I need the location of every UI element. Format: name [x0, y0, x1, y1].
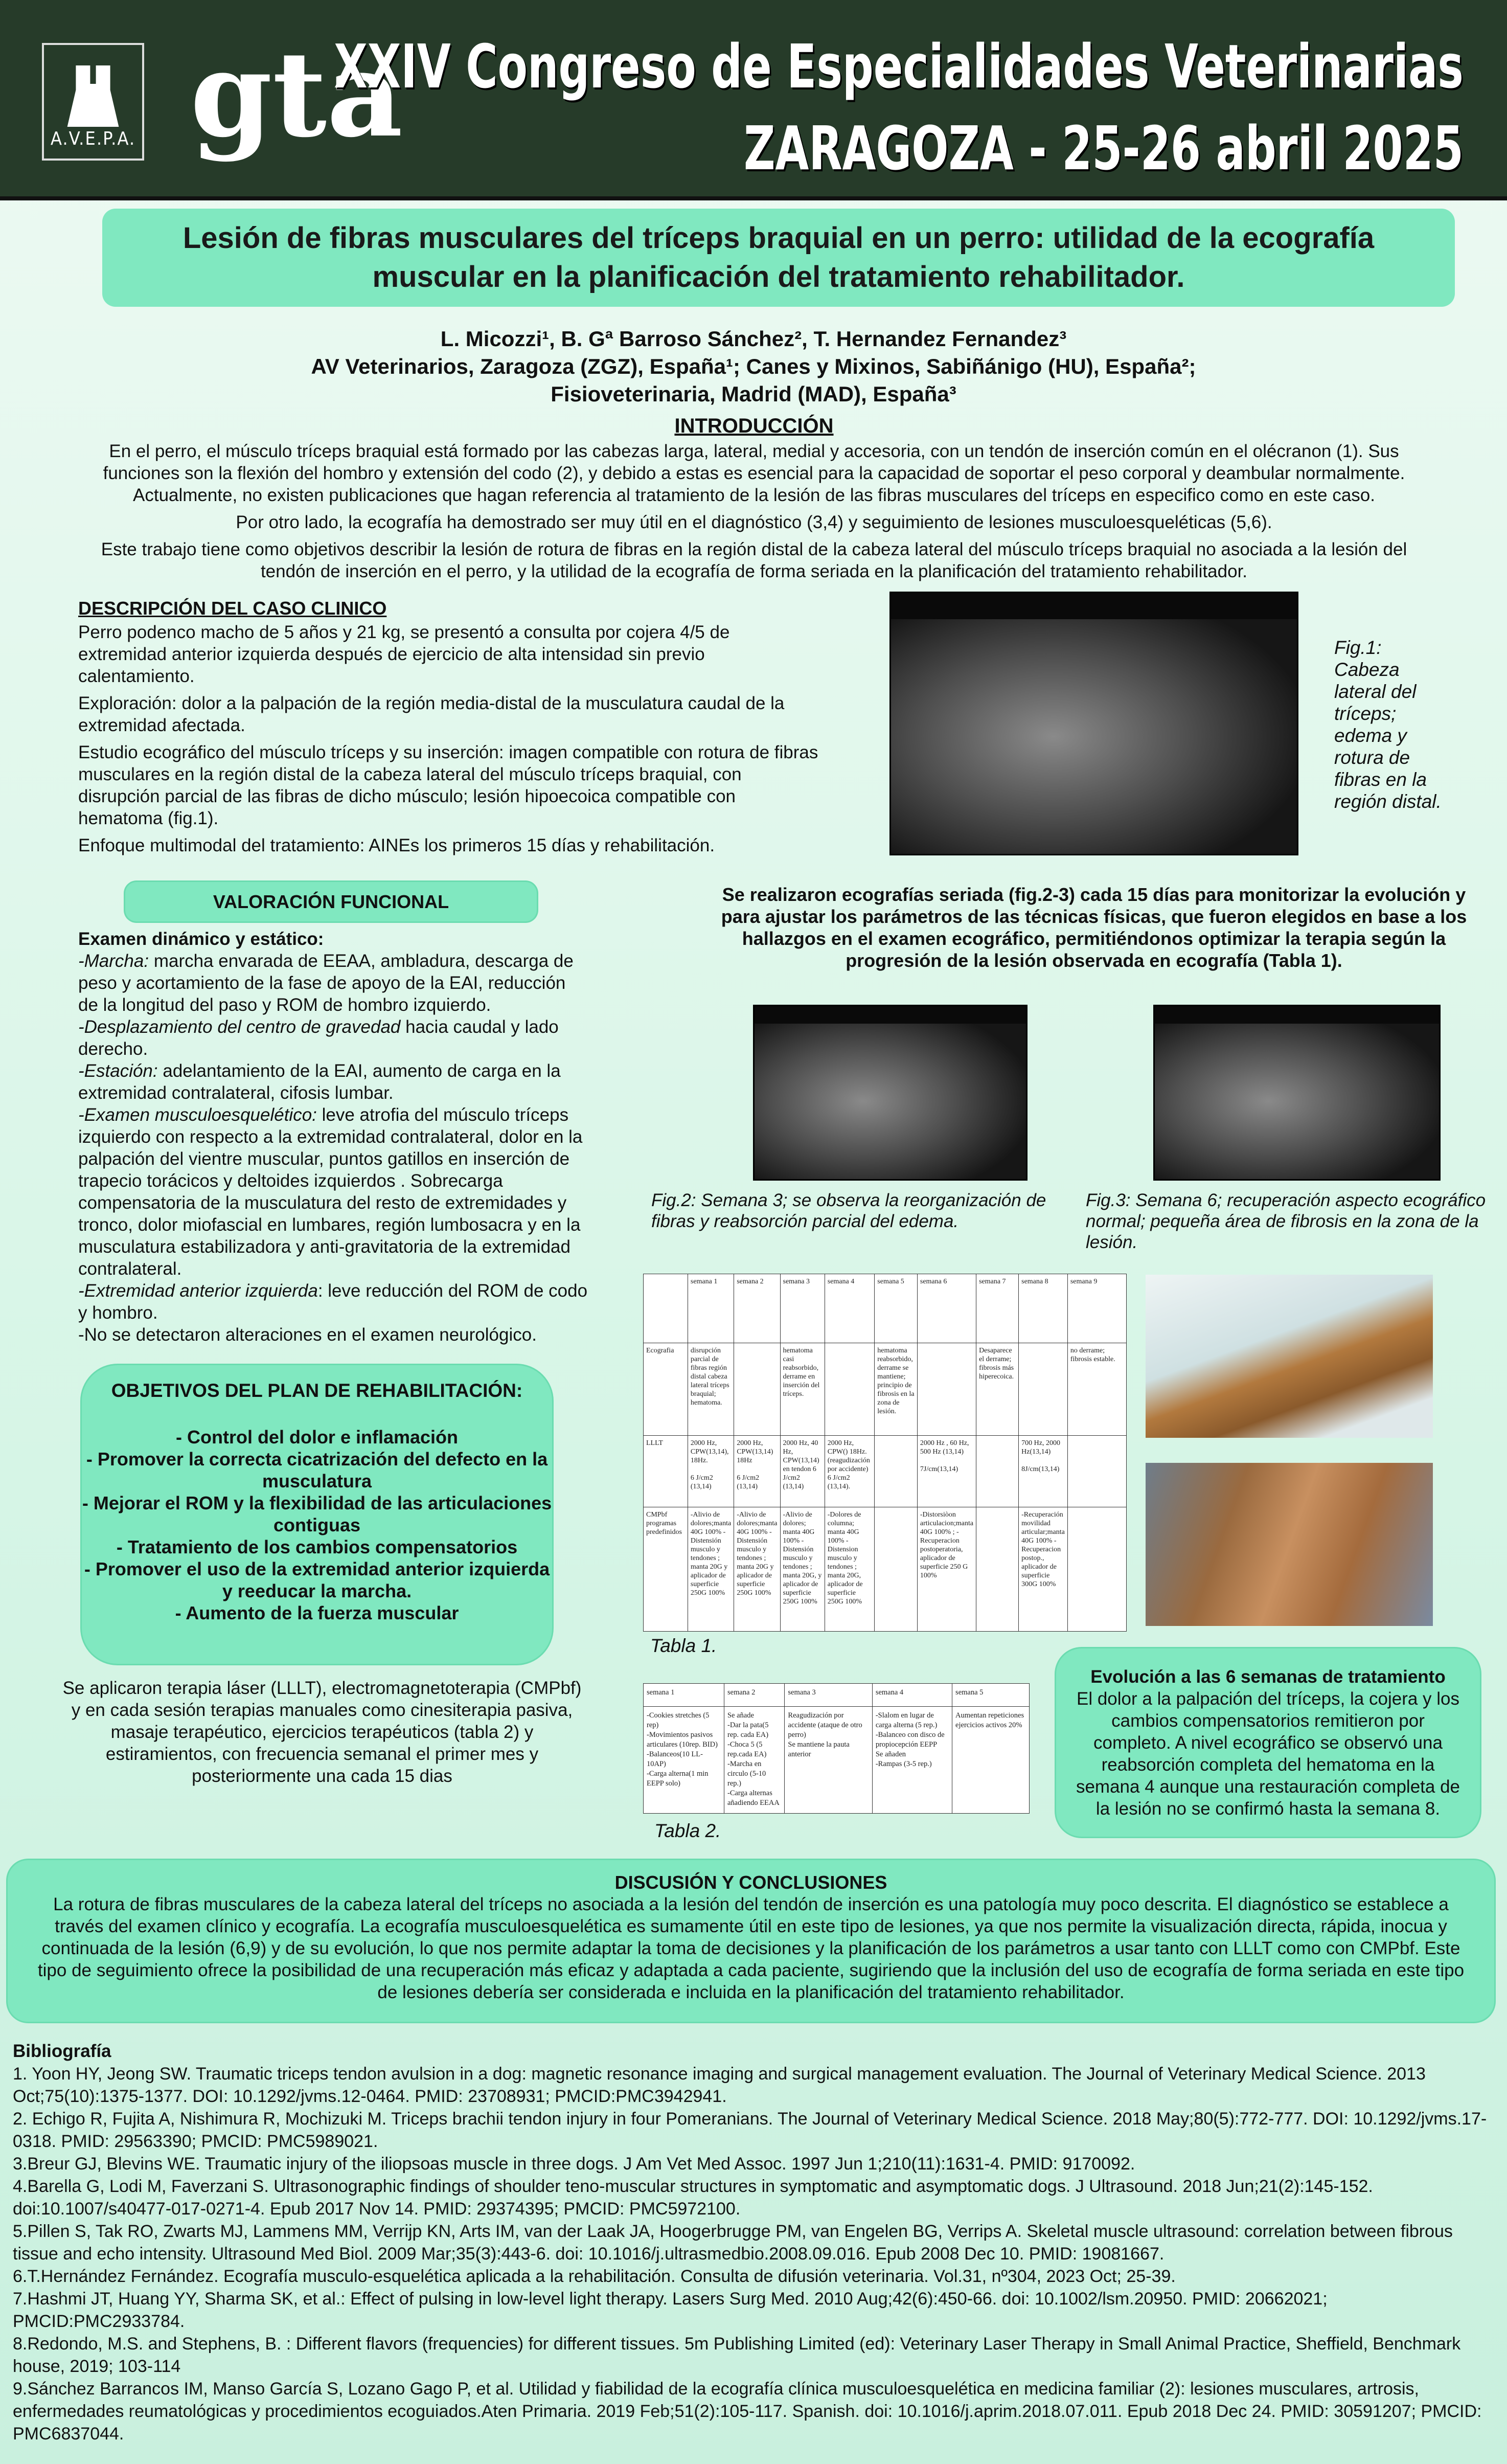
table-cell: -Slalom en lugar de carga alterna (5 rep.) -Balanceo con disco de propiocepción EEPP Se añaden -Rampas (3-5 rep.)	[872, 1707, 952, 1814]
valoracion-item-label: -Marcha:	[78, 951, 149, 971]
objetivo-item: - Aumento de la fuerza muscular	[175, 1602, 459, 1623]
table-cell: -Alivio de dolores; manta 40G 100% -Distensión musculo y tendones ; manta 20G, y aplicador de superficie 250G 100%	[780, 1507, 825, 1631]
table-header-cell: semana 5	[875, 1274, 918, 1343]
bibliography-heading: Bibliografía	[13, 2041, 111, 2061]
reference-item: 7.Hashmi JT, Huang YY, Sharma SK, et al.: Effect of pulsing in low-level light therapy. Lasers Surg Med. 2010 Aug;42(6):450-66. doi: 10.1002/lsm.20950. PMID: 20662021; PMCID:PMC2933784.	[13, 2289, 1328, 2331]
intro-paragraph: Por otro lado, la ecografía ha demostrado ser muy útil en el diagnóstico (3,4) y seguimiento de lesiones musculoesqueléticas (5,6).	[236, 512, 1272, 532]
table-cell: disrupción parcial de fibras región distal cabeza lateral tríceps braquial; hematoma.	[688, 1343, 734, 1436]
table-cell	[875, 1507, 918, 1631]
affiliation-2: Fisioveterinaria, Madrid (MAD), España³	[551, 382, 956, 406]
valoracion-item-text: leve atrofia del músculo tríceps izquierdo con respecto a la extremidad contralateral, dolor en la palpación del vientre muscular, puntos gatillos en inserción de trapecio torácicos y deltoides izquierdos . Sobrecarga compensatoria de la musculatura del resto de extremidades y tronco, dolor miofascial en lumbares, región lumbosacra y en la musculatura estabilizadora y anti-gravitatoria de la extremidad contralateral.	[78, 1105, 583, 1279]
table-cell	[734, 1343, 780, 1436]
table-cell	[875, 1436, 918, 1507]
table-cell: Ecografia	[644, 1343, 688, 1436]
table-1	[643, 1274, 1127, 1632]
case-paragraph: Enfoque multimodal del tratamiento: AINEs los primeros 15 días y rehabilitación.	[78, 835, 715, 855]
valoracion-text	[78, 928, 589, 1346]
valoracion-item-label: -Examen musculoesquelético:	[78, 1105, 317, 1125]
congress-place-date: ZARAGOZA - 25-26 abril 2025	[744, 113, 1464, 184]
reference-item: 8.Redondo, M.S. and Stephens, B. : Different flavors (frequencies) for different tissues. 5m Publishing Limited (ed): Veterinary Laser Therapy in Small Animal Practice, Sheffield, Benchmark house, 2019; 103-114	[13, 2334, 1461, 2376]
table-header-cell: semana 1	[688, 1274, 734, 1343]
congress-name: XXIV Congreso de Especialidades Veterinarias	[334, 31, 1464, 102]
table-cell: Desaparece el derrame; fibrosis más hiperecoica.	[976, 1343, 1019, 1436]
table-cell: Reagudización por accidente (ataque de otro perro) Se mantiene la pauta anterior	[785, 1707, 872, 1814]
reference-item: 1. Yoon HY, Jeong SW. Traumatic triceps tendon avulsion in a dog: magnetic resonance imaging and surgical management evaluation. The Journal of Veterinary Medical Science. 2013 Oct;75(10):1375-1377. DOI: 10.1292/jvms.12-0464. PMID: 23708931; PMCID:PMC3942941.	[13, 2064, 1426, 2106]
valoracion-item-text: hacia caudal y lado derecho.	[78, 1017, 559, 1059]
objetivo-item: - Control del dolor e inflamación	[175, 1427, 459, 1448]
congress-header	[0, 0, 1507, 200]
fig1-caption: Fig.1: Cabeza lateral del tríceps; edema y rotura de fibras en la región distal.	[1334, 637, 1442, 812]
table-header-cell: semana 8	[1019, 1274, 1068, 1343]
table-header-cell: semana 5	[952, 1684, 1030, 1707]
valoracion-item-text: adelantamiento de la EAI, aumento de carga en la extremidad contralateral, cifosis lumbar.	[78, 1061, 561, 1103]
objetivos-box	[82, 1365, 552, 1664]
ultrasound-image-fig2	[753, 1005, 1028, 1181]
table-2	[643, 1683, 1030, 1814]
case-heading: DESCRIPCIÓN DEL CASO CLINICO	[78, 598, 387, 619]
table-cell: -Alivio de dolores;manta 40G 100% -Distensión musculo y tendones ; manta 20G y aplicador de superficie 250G 100%	[688, 1507, 734, 1631]
table-row	[644, 1707, 1030, 1814]
table-cell: -Alivio de dolores;manta 40G 100% -Distensión musculo y tendones ; manta 20G y aplicador de superficie 250G 100%	[734, 1507, 780, 1631]
affiliation-1: AV Veterinarios, Zaragoza (ZGZ), España¹; Canes y Mixinos, Sabiñánigo (HU), España²;	[311, 354, 1196, 378]
table-cell	[1067, 1436, 1126, 1507]
table-cell: 2000 Hz, CPW() 18Hz. (reagudización por accidente) 6 J/cm2 (13,14).	[825, 1436, 875, 1507]
reference-item: 5.Pillen S, Tak RO, Zwarts MJ, Lammens MM, Verrijp KN, Arts IM, van der Laak JA, Hoogerbrugge PM, van Engelen BG, Verrips A. Skeletal muscle ultrasound: correlation between fibrous tissue and echo intensity. Ultrasound Med Biol. 2009 Mar;35(3):443-6. doi: 10.1016/j.ultrasmedbio.2008.09.016. Epub 2008 Dec 10. PMID: 19081667.	[13, 2222, 1453, 2264]
evolucion-text: El dolor a la palpación del tríceps, la cojera y los cambios compensatorios remitieron por completo. A nivel ecográfico se observó una reabsorción completa del hematoma en la semana 4 aunque una restauración completa de la lesión no se confirmó hasta la semana 8.	[1076, 1689, 1460, 1819]
dog-therapy-photo-2	[1146, 1463, 1433, 1626]
table-header-cell: semana 2	[724, 1684, 784, 1707]
table-1-label: Tabla 1.	[650, 1635, 717, 1656]
valoracion-item-label: -Desplazamiento del centro de gravedad	[78, 1017, 401, 1037]
valoracion-item	[78, 1016, 589, 1060]
dog-therapy-photo-1	[1146, 1275, 1433, 1438]
ultrasound-image-fig1	[889, 592, 1298, 855]
table-header-cell: semana 4	[825, 1274, 875, 1343]
objetivo-item: - Tratamiento de los cambios compensatorios	[116, 1536, 518, 1557]
intro-section	[77, 415, 1431, 587]
discusion-box	[8, 1860, 1494, 2022]
table-cell	[976, 1436, 1019, 1507]
intro-paragraph: Este trabajo tiene como objetivos describir la lesión de rotura de fibras en la región distal de la cabeza lateral del músculo tríceps braquial no asociada a la lesión del tendón de inserción en el perro, y la utilidad de la ecografía de forma seriada en la planificación del tratamiento rehabilitador.	[101, 539, 1407, 581]
serial-ultrasound-text: Se realizaron ecografías seriada (fig.2-3) cada 15 días para monitorizar la evolución y para ajustar los parámetros de las técnicas físicas, que fueron elegidos en base a los hallazgos en el examen ecográfico, permitiéndonos optimizar la terapia según la progresión de la lesión observada en ecografía (Tabla 1).	[721, 884, 1467, 971]
table-cell	[825, 1343, 875, 1436]
valoracion-item-label: -Estación:	[78, 1061, 158, 1081]
table-cell	[1067, 1507, 1126, 1631]
gta-logo: gta	[190, 26, 403, 164]
table-row	[644, 1436, 1127, 1507]
case-paragraph: Estudio ecográfico del músculo tríceps y su inserción: imagen compatible con rotura de fibras musculares en la región distal de la cabeza lateral del músculo tríceps braquial, con disrupción parcial de las fibras de dicho músculo; lesión hipoecoica compatible con hematoma (fig.1).	[78, 742, 818, 828]
bibliography	[13, 2040, 1495, 2445]
congress-title	[334, 26, 1464, 189]
avepa-logo-text: A.V.E.P.A.	[50, 128, 136, 149]
table-cell: 2000 Hz, CPW(13,14) 18Hz 6 J/cm2 (13,14)	[734, 1436, 780, 1507]
therapy-text: Se aplicaron terapia láser (LLLT), electromagnetoterapia (CMPbf) y en cada sesión terapias manuales como cinesiterapia pasiva, masaje terapéutico, ejercicios terapéuticos (tabla 2) y estiramientos, con frecuencia semanal el primer mes y posteriormente una cada 15 dias	[62, 1678, 582, 1786]
valoracion-item-text: : leve reducción del ROM de codo y hombro.	[78, 1281, 588, 1323]
case-paragraph: Exploración: dolor a la palpación de la región media-distal de la musculatura caudal de la extremidad afectada.	[78, 693, 785, 735]
table-header-cell: semana 3	[780, 1274, 825, 1343]
ultrasound-image-fig3	[1153, 1005, 1441, 1181]
table-cell: no derrame; fibrosis estable.	[1067, 1343, 1126, 1436]
table-cell: 700 Hz, 2000 Hz(13,14) 8J/cm(13,14)	[1019, 1436, 1068, 1507]
discusion-text: La rotura de fibras musculares de la cabeza lateral del tríceps no asociada a la lesión del tendón de inserción es una patología muy poco descrita. El diagnóstico se establece a través del examen clínico y ecografía. La ecografía musculoesquelética es sumamente útil en este tipo de lesiones, ya que nos permite la visualización directa, rápida, inocua y continuada de la lesión (6,9) y de su evolución, lo que nos permite adaptar la toma de decisiones y la planificación de los parámetros a usar tanto con LLLT como con CMPbf. Este tipo de seguimiento ofrece la posibilidad de una recuperación más eficaz y adaptada a cada paciente, sugiriendo que la inclusión del uso de ecografía de forma seriada en este tipo de lesiones debería ser considerada e incluida en la planificación del tratamiento rehabilitador.	[37, 1894, 1465, 2002]
table-cell: -Distorsiòon articulacion;manta 40G 100% ; -Recuperacion postoperatoria, aplicador de superficie 250 G 100%	[917, 1507, 976, 1631]
objetivo-item: - Promover la correcta cicatrización del defecto en la musculatura	[86, 1449, 548, 1491]
poster-title: Lesión de fibras musculares del tríceps braquial en un perro: utilidad de la ecografía muscular en la planificación del tratamiento rehabilitador.	[102, 209, 1455, 307]
author-names: L. Micozzi¹, B. Gª Barroso Sánchez², T. Hernandez Fernandez³	[440, 327, 1067, 351]
avepa-dog-cat-icon	[64, 65, 122, 127]
intro-heading: INTRODUCCIÓN	[674, 415, 834, 437]
authors-block	[0, 325, 1507, 408]
table-header-row	[644, 1274, 1127, 1343]
table-header-cell: semana 7	[976, 1274, 1019, 1343]
table-header-row	[644, 1684, 1030, 1707]
table-header-cell: semana 1	[644, 1684, 724, 1707]
fig3-caption: Fig.3: Semana 6; recuperación aspecto ecográfico normal; pequeña área de fibrosis en la zona de la lesión.	[1086, 1190, 1486, 1252]
table-cell: -Cookies stretches (5 rep) -Movimientos pasivos articulares (10rep. BID) -Balanceos(10 LL-10AP) -Carga alterna(1 min EEPP solo)	[644, 1707, 724, 1814]
table-cell: -Recuperación movilidad articular;manta 40G 100% -Recuperacion postop., aplicador de superficie 300G 100%	[1019, 1507, 1068, 1631]
table-cell: Aumentan repeticiones ejercicios activos 20%	[952, 1707, 1030, 1814]
valoracion-item	[78, 950, 589, 1016]
table-header-cell: semana 2	[734, 1274, 780, 1343]
table-cell: 2000 Hz , 60 Hz, 500 Hz (13,14) 7J/cm(13,14)	[917, 1436, 976, 1507]
table-cell: CMPbf programas predefinidos	[644, 1507, 688, 1631]
table-header-cell: semana 3	[785, 1684, 872, 1707]
valoracion-item-label: -Extremidad anterior izquierda	[78, 1281, 318, 1301]
reference-item: 9.Sánchez Barrancos IM, Manso García S, Lozano Gago P, et al. Utilidad y fiabilidad de la ecografía clínica musculoesquelética en medicina familiar (2): lesiones musculares, artrosis, enfermedades reumatológicas y procedimientos ecoguiados.Aten Primaria. 2019 Feb;51(2):105-117. Spanish. doi: 10.1016/j.aprim.2018.07.011. Epub 2018 Dec 24. PMID: 30591207; PMCID: PMC6837044.	[13, 2379, 1482, 2444]
table-header-cell: semana 6	[917, 1274, 976, 1343]
fig2-caption: Fig.2: Semana 3; se observa la reorganización de fibras y reabsorción parcial del edema.	[651, 1190, 1046, 1231]
reference-item: 3.Breur GJ, Blevins WE. Traumatic injury of the iliopsoas muscle in three dogs. J Am Vet Med Assoc. 1997 Jun 1;210(11):1631-4. PMID: 9170092.	[13, 2154, 1135, 2174]
valoracion-item	[78, 1104, 589, 1280]
evolucion-heading: Evolución a las 6 semanas de tratamiento	[1090, 1667, 1446, 1687]
valoracion-item-text: marcha envarada de EEAA, ambladura, descarga de peso y acortamiento de la fase de apoyo de la EAI, reducción de la longitud del paso y ROM de hombro izquierdo.	[78, 951, 574, 1015]
valoracion-item	[78, 1280, 589, 1324]
table-cell: 2000 Hz, CPW(13,14), 18Hz. 6 J/cm2 (13,14)	[688, 1436, 734, 1507]
table-header-cell: semana 4	[872, 1684, 952, 1707]
table-row	[644, 1343, 1127, 1436]
table-cell	[1019, 1343, 1068, 1436]
table-header-cell: semana 9	[1067, 1274, 1126, 1343]
discusion-heading: DISCUSIÓN Y CONCLUSIONES	[614, 1872, 887, 1893]
objetivos-heading: OBJETIVOS DEL PLAN DE REHABILITACIÓN:	[111, 1380, 523, 1401]
objetivo-item: - Mejorar el ROM y la flexibilidad de las articulaciones contiguas	[82, 1493, 552, 1535]
table-cell: -Dolores de columna; manta 40G 100% -Distension musculo y tendones ; manta 20G, aplicador de superficie 250G 100%	[825, 1507, 875, 1631]
table-2-label: Tabla 2.	[654, 1820, 721, 1841]
table-cell: hematoma casi reabsorbido, derrame en inserción del tríceps.	[780, 1343, 825, 1436]
valoracion-item	[78, 1324, 589, 1346]
valoracion-item	[78, 1060, 589, 1104]
intro-paragraph: En el perro, el músculo tríceps braquial está formado por las cabezas larga, lateral, medial y accesoria, con un tendón de inserción común en el olécranon (1). Sus funciones son la flexión del hombro y extensión del codo (2), y debido a estas es esencial para la capacidad de soportar el peso corporal y deambular normalmente. Actualmente, no existen publicaciones que hagan referencia al tratamiento de la lesión de las fibras musculares del tríceps en especifico como en este caso.	[103, 441, 1405, 505]
table-cell	[917, 1343, 976, 1436]
valoracion-heading: VALORACIÓN FUNCIONAL	[125, 882, 537, 921]
objetivo-item: - Promover el uso de la extremidad anterior izquierda y reeducar la marcha.	[84, 1558, 550, 1601]
valoracion-item-text: -No se detectaron alteraciones en el examen neurológico.	[78, 1325, 537, 1345]
table-row	[644, 1507, 1127, 1631]
avepa-logo	[42, 43, 144, 161]
reference-item: 2. Echigo R, Fujita A, Nishimura R, Mochizuki M. Triceps brachii tendon injury in four Pomeranians. The Journal of Veterinary Medical Science. 2018 May;80(5):772-777. DOI: 10.1292/jvms.17-0318. PMID: 29563390; PMCID: PMC5989021.	[13, 2109, 1487, 2151]
reference-item: 6.T.Hernández Fernández. Ecografía musculo-esquelética aplicada a la rehabilitación. Consulta de difusión veterinaria. Vol.31, nº304, 2023 Oct; 25-39.	[13, 2267, 1176, 2286]
examen-subheading: Examen dinámico y estático:	[78, 929, 324, 949]
table-cell: hematoma reabsorbido, derrame se mantiene; principio de fibrosis en la zona de lesión.	[875, 1343, 918, 1436]
table-cell: Se añade -Dar la pata(5 rep. cada EA) -Choca 5 (5 rep.cada EA) -Marcha en circulo (5-10 rep.) -Carga alternas añadiendo EEAA	[724, 1707, 784, 1814]
reference-item: 4.Barella G, Lodi M, Faverzani S. Ultrasonographic findings of shoulder teno-muscular structures in symptomatic and asymptomatic dogs. J Ultrasound. 2018 Jun;21(2):145-152. doi:10.1007/s40477-017-0271-4. Epub 2017 Nov 14. PMID: 29374395; PMCID: PMC5972100.	[13, 2177, 1373, 2219]
case-section	[78, 597, 819, 862]
table-cell	[976, 1507, 1019, 1631]
evolucion-box	[1056, 1648, 1480, 1837]
table-cell: 2000 Hz, 40 Hz, CPW(13,14) en tendon 6 J/cm2 (13,14)	[780, 1436, 825, 1507]
table-cell: LLLT	[644, 1436, 688, 1507]
table-header-cell	[644, 1274, 688, 1343]
case-paragraph: Perro podenco macho de 5 años y 21 kg, se presentó a consulta por cojera 4/5 de extremidad anterior izquierda después de ejercicio de alta intensidad sin previo calentamiento.	[78, 622, 730, 686]
